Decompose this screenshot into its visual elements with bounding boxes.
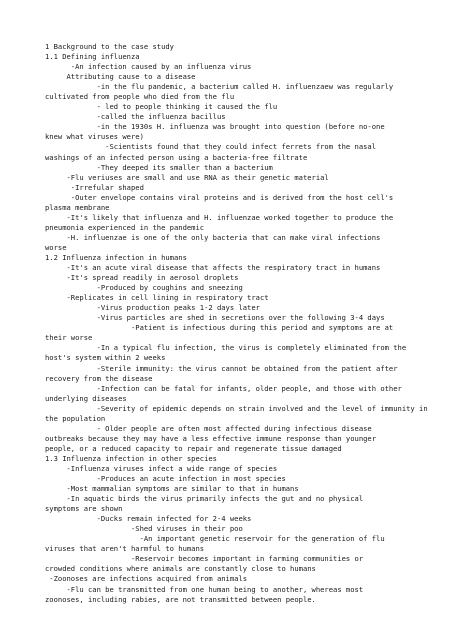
document-text-line: -Produced by coughins and sneezing xyxy=(45,283,243,293)
document-text-line: -Sterile immunity: the virus cannot be obtained from the patient after xyxy=(45,363,398,373)
document-text-line: crowded conditions where animals are constantly close to humans xyxy=(45,564,316,574)
document-text-line: -Replicates in cell lining in respiratory tract xyxy=(45,293,269,303)
document-text-line: -Ducks remain infected for 2-4 weeks xyxy=(45,514,252,524)
document-text-line: -It's spread readily in aerosol droplets xyxy=(45,273,239,283)
document-text-line: -In aquatic birds the virus primarily infects the gut and no physical xyxy=(45,494,364,504)
document-text-line: 1 Background to the case study xyxy=(45,42,174,51)
document-text-line: -in the 1930s H. influenza was brought into question (before no-one xyxy=(45,122,385,132)
document-text-line: people, or a reduced capacity to repair and regenerate tissue damaged xyxy=(45,443,342,453)
document-text-line: worse xyxy=(45,242,67,252)
document-text-line: -called the influenza bacillus xyxy=(45,112,226,122)
document-text-line: -Infection can be fatal for infants, older people, and those with other xyxy=(45,383,402,393)
document-text-line: -Produces an acute infection in most species xyxy=(45,474,286,484)
document-text-line: -Zoonoses are infections acquired from animals xyxy=(45,574,248,584)
document-text-line: host's system within 2 weeks xyxy=(45,353,166,363)
document-text-line: Attributing cause to a disease xyxy=(45,72,196,82)
document-text-line: washings of an infected person using a bacteria-free filtrate xyxy=(45,152,308,162)
document-text-line: their worse xyxy=(45,333,93,343)
document-text-line: -Flu can be transmitted from one human being to another, whereas most xyxy=(45,584,364,594)
document-text-line: -Patient is infectious during this period and symptoms are at xyxy=(45,323,394,333)
document-text-line: -It's likely that influenza and H. influenzae worked together to produce the xyxy=(45,212,394,222)
document-text-line: pneumonia experienced in the pandemic xyxy=(45,222,205,232)
document-text-line: -Shed viruses in their poo xyxy=(45,524,243,534)
document-body xyxy=(0,42,474,605)
document-text-line: -H. influenzae is one of the only bacteria that can make viral infections xyxy=(45,232,381,242)
document-text-line: -Most mammalian symptoms are similar to that in humans xyxy=(45,484,299,494)
document-text-line: -Outer envelope contains viral proteins and is derived from the host cell's xyxy=(45,192,394,202)
document-text-line: -Influenza viruses infect a wide range of species xyxy=(45,463,278,473)
document-text-line: the population xyxy=(45,413,106,423)
document-text-line: zoonoses, including rabies, are not transmitted between people. xyxy=(45,594,316,604)
document-text-line: knew what viruses were) xyxy=(45,132,144,142)
document-text-line: 1.2 Influenza infection in humans xyxy=(45,252,187,262)
document-text-line: -They deeped its smaller than a bacterium xyxy=(45,162,273,172)
document-text-line: -Flu veriuses are small and use RNA as their genetic material xyxy=(45,172,329,182)
document-text-line: 1.3 Influenza infection in other species xyxy=(45,453,217,463)
document-text-line: -Irrefular shaped xyxy=(45,182,144,192)
document-text-line: recovery from the disease xyxy=(45,373,153,383)
document-text-line: -In a typical flu infection, the virus is completely eliminated from the xyxy=(45,343,407,353)
document-text-line: -Severity of epidemic depends on strain involved and the level of immunity in xyxy=(45,403,428,413)
document-text-line: cultivated from people who died from the flu xyxy=(45,92,235,102)
document-text-line: outbreaks because they may have a less effective immune response than younger xyxy=(45,433,377,443)
document-text-line: -Virus particles are shed in secretions over the following 3-4 days xyxy=(45,313,385,323)
document-text-line: -An important genetic reservoir for the generation of flu xyxy=(45,534,385,544)
document-text-line: -An infection caused by an influenza virus xyxy=(45,62,252,72)
document-text-line: - Older people are often most affected during infectious disease xyxy=(45,423,372,433)
document-text-line: -It's an acute viral disease that affects the respiratory tract in humans xyxy=(45,263,381,273)
document-text-line: 1.1 Defining influenza xyxy=(45,52,140,62)
document-text-line: -Virus production peaks 1-2 days later xyxy=(45,303,260,313)
document-text-line: - led to people thinking it caused the flu xyxy=(45,102,278,112)
document-text-line: plasma membrane xyxy=(45,202,110,212)
document-text-line: -in the flu pandemic, a bacterium called H. influenzaew was regularly xyxy=(45,82,394,92)
document-text-line: -Scientists found that they could infect ferrets from the nasal xyxy=(45,142,377,152)
document-text-line: -Reservoir becomes important in farming communities or xyxy=(45,554,364,564)
document-text-line: symptoms are shown xyxy=(45,504,123,514)
document-text-line: viruses that aren't harmful to humans xyxy=(45,544,205,554)
document-text-line: underlying diseases xyxy=(45,393,127,403)
